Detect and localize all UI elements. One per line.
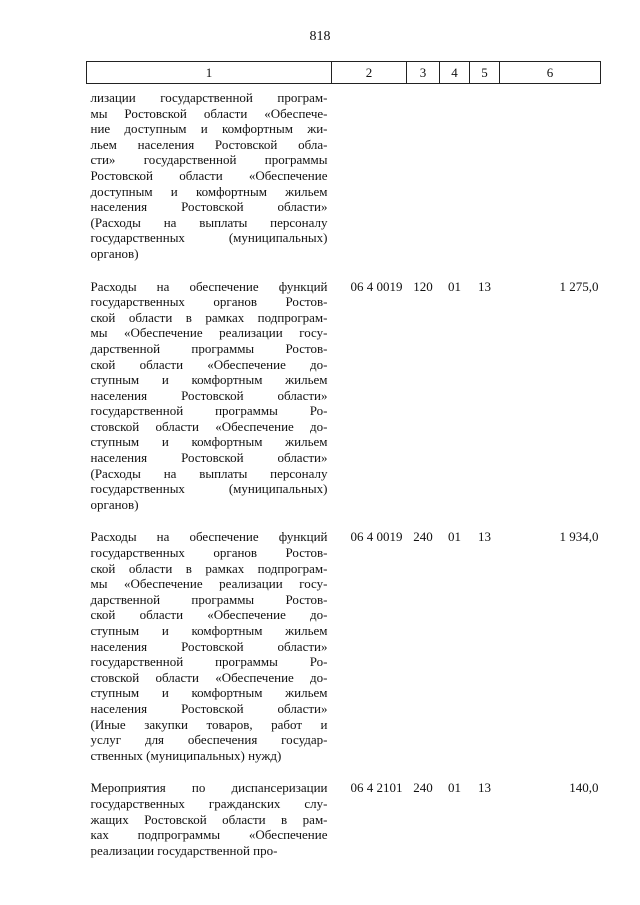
section: 01 bbox=[448, 278, 461, 294]
table-body bbox=[87, 84, 601, 876]
description-line: населения Ростовской области» bbox=[90, 387, 328, 403]
target-article-code bbox=[332, 84, 407, 279]
section: 01 bbox=[448, 529, 461, 545]
description-line: государственных органов Ростов- bbox=[90, 294, 328, 310]
description-line: мы «Обеспечение реализации госу- bbox=[90, 325, 328, 341]
description-line: ской области в рамках подпрограм- bbox=[90, 309, 328, 325]
description-line: льем населения Ростовской обла- bbox=[90, 136, 328, 152]
page-number: 818 bbox=[309, 29, 331, 44]
description-line: Расходы на обеспечение функций bbox=[90, 529, 328, 545]
column-header-1: 1 bbox=[87, 62, 332, 84]
description-line: государственной программы Ро- bbox=[90, 403, 328, 419]
description-line: ступным и комфортным жильем bbox=[90, 434, 328, 450]
target-article-code: 06 4 0019 bbox=[350, 278, 403, 294]
section bbox=[440, 84, 470, 279]
expense-type: 240 bbox=[413, 780, 433, 796]
expense-type: 240 bbox=[413, 529, 433, 545]
description-line: ственных (муниципальных) нужд) bbox=[90, 747, 282, 763]
subsection: 13 bbox=[478, 780, 491, 796]
description-line: ступным и комфортным жильем bbox=[90, 623, 328, 638]
description-line: ступным и комфортным жильем bbox=[90, 372, 328, 388]
description-line: населения Ростовской области» bbox=[90, 700, 328, 716]
description-line: ской области «Обеспечение до- bbox=[90, 607, 328, 623]
amount: 1 275,0 bbox=[559, 278, 599, 294]
amount bbox=[500, 84, 601, 279]
column-header-3: 3 bbox=[407, 62, 440, 84]
description-line: жащих Ростовской области в рам- bbox=[90, 811, 328, 827]
row-description bbox=[87, 780, 332, 875]
amount: 1 934,0 bbox=[559, 529, 599, 545]
column-header-6: 6 bbox=[500, 62, 601, 84]
subsection: 13 bbox=[478, 529, 491, 545]
description-line: государственных (муниципальных) bbox=[90, 481, 328, 497]
description-line: населения Ростовской области» bbox=[90, 638, 328, 654]
table-row bbox=[87, 279, 601, 530]
description-line: сти» государственной программы bbox=[90, 152, 328, 168]
description-line: ние доступным и комфортным жи- bbox=[90, 121, 328, 137]
description-line: Мероприятия по диспансеризации bbox=[90, 780, 328, 796]
description-line: государственных органов Ростов- bbox=[90, 545, 328, 561]
row-description bbox=[87, 84, 332, 279]
subsection bbox=[470, 84, 500, 279]
description-line: услуг для обеспечения государ- bbox=[90, 732, 328, 748]
column-header-4: 4 bbox=[440, 62, 470, 84]
table-row bbox=[87, 780, 601, 875]
row-description bbox=[87, 529, 332, 780]
column-header-5: 5 bbox=[470, 62, 500, 84]
description-line: (Расходы на выплаты персоналу bbox=[90, 465, 328, 481]
row-description bbox=[87, 279, 332, 530]
description-line: населения Ростовской области» bbox=[90, 199, 328, 215]
budget-table bbox=[86, 61, 601, 875]
description-line: государственных гражданских слу- bbox=[90, 795, 328, 811]
amount: 140,0 bbox=[569, 780, 599, 796]
description-line: стовской области «Обеспечение до- bbox=[90, 669, 328, 685]
section: 01 bbox=[448, 780, 461, 796]
expense-type bbox=[407, 84, 440, 279]
description-line: государственной программы Ро- bbox=[90, 654, 328, 670]
description-line: государственных (муниципальных) bbox=[90, 230, 328, 246]
table-header bbox=[87, 62, 601, 84]
description-line: доступным и комфортным жильем bbox=[90, 183, 328, 199]
description-line: ской области «Обеспечение до- bbox=[90, 356, 328, 372]
target-article-code: 06 4 0019 bbox=[350, 529, 403, 545]
description-line: органов) bbox=[90, 496, 139, 512]
description-line: (Расходы на выплаты персоналу bbox=[90, 214, 328, 230]
description-line: дарственной программы Ростов- bbox=[90, 340, 328, 356]
description-line: мы «Обеспечение реализации госу- bbox=[90, 576, 328, 592]
table-row bbox=[87, 84, 601, 279]
description-line: мы Ростовской области «Обеспече- bbox=[90, 105, 328, 121]
description-line: реализации государственной про- bbox=[90, 842, 278, 858]
header-row bbox=[87, 62, 601, 84]
description-line: стовской области «Обеспечение до- bbox=[90, 418, 328, 434]
description-line: органов) bbox=[90, 245, 139, 261]
expense-type: 120 bbox=[413, 278, 433, 294]
description-line: (Иные закупки товаров, работ и bbox=[90, 716, 328, 732]
description-line: ступным и комфортным жильем bbox=[90, 685, 328, 701]
description-line: ках подпрограммы «Обеспечение bbox=[90, 827, 328, 843]
column-header-2: 2 bbox=[332, 62, 407, 84]
description-line: Расходы на обеспечение функций bbox=[90, 278, 328, 294]
description-line: лизации государственной програм- bbox=[90, 90, 328, 105]
description-line: населения Ростовской области» bbox=[90, 450, 328, 466]
description-line: Ростовской области «Обеспечение bbox=[90, 167, 328, 183]
subsection: 13 bbox=[478, 278, 491, 294]
description-line: ской области в рамках подпрограм- bbox=[90, 560, 328, 576]
target-article-code: 06 4 2101 bbox=[350, 780, 403, 796]
description-line: дарственной программы Ростов- bbox=[90, 591, 328, 607]
table-row bbox=[87, 529, 601, 780]
